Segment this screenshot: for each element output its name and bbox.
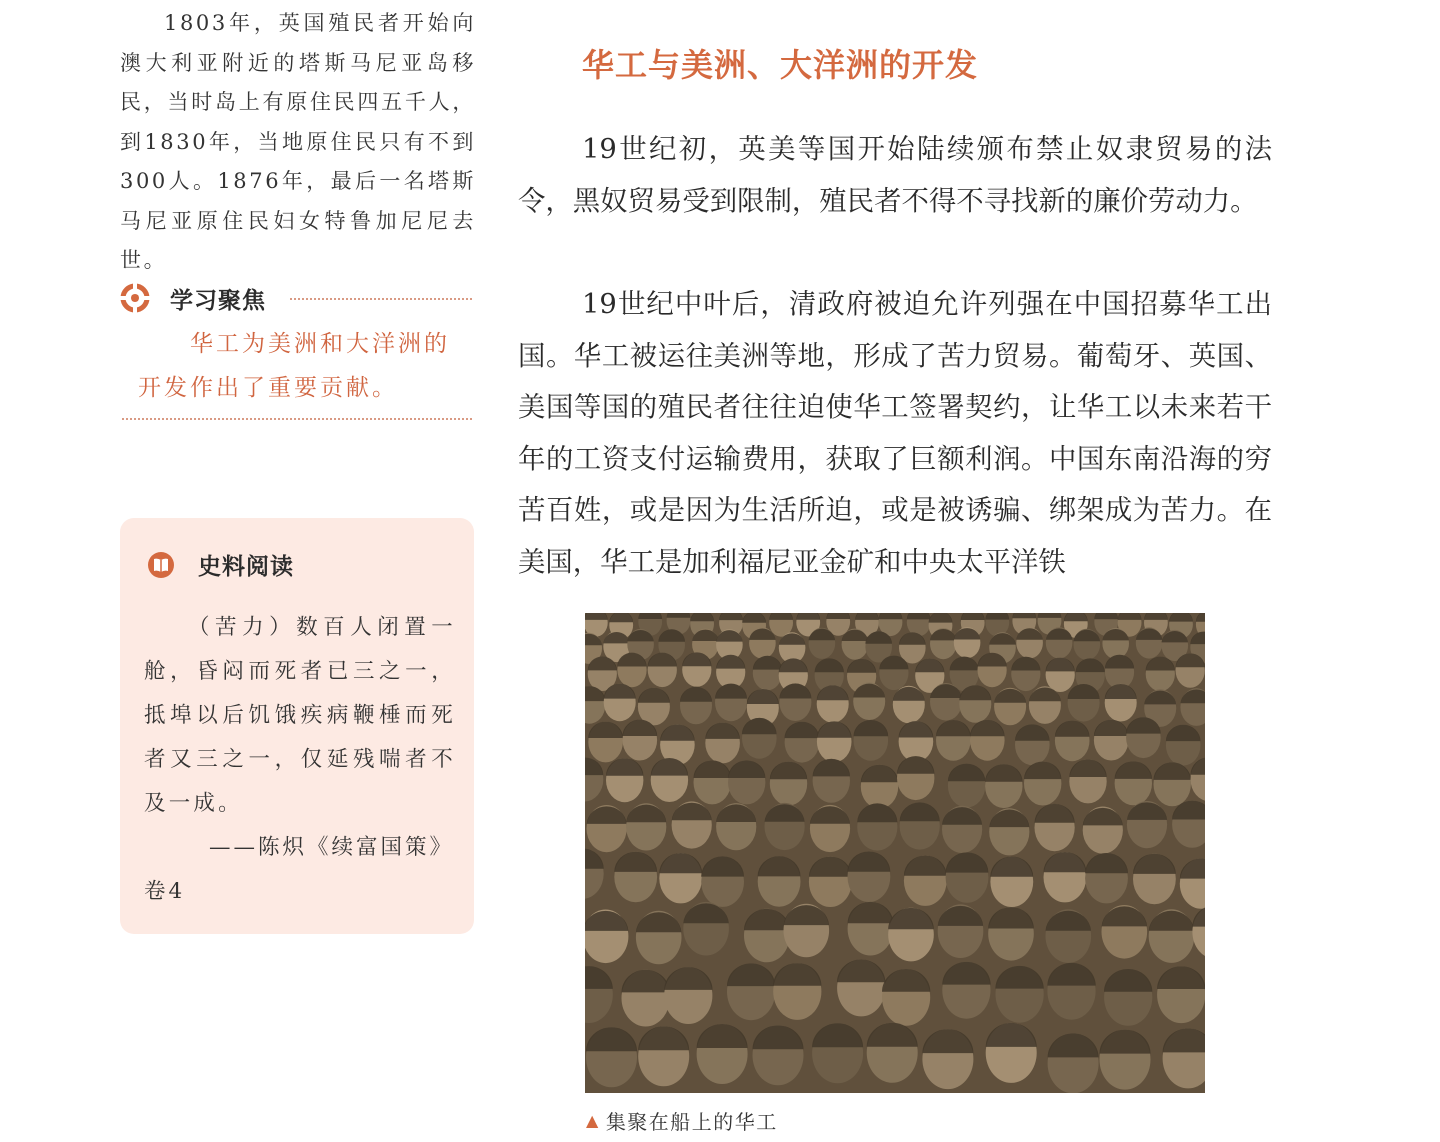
- study-focus-text: 华工为美洲和大洋洲的开发作出了重要贡献。: [138, 331, 450, 401]
- citation-volume: 卷4: [144, 879, 186, 904]
- dotted-divider: [290, 298, 472, 300]
- photo-caption: [586, 1106, 778, 1135]
- historical-photo: [585, 613, 1205, 1093]
- source-reading-title: 史料阅读: [198, 554, 294, 580]
- source-quote: （苦力）数百人闭置一舱，昏闷而死者已三之一，抵埠以后饥饿疾病鞭棰而死者又三之一，仅延残喘者不及一成。: [144, 615, 456, 816]
- study-focus-header: [120, 278, 472, 318]
- source-reading-box: [120, 518, 474, 934]
- triangle-icon: ▲: [586, 1111, 600, 1130]
- focus-target-icon: [120, 283, 150, 313]
- photo-caption-text: 集聚在船上的华工: [605, 1110, 778, 1134]
- source-citation: [144, 826, 456, 914]
- crowd-photo-illustration: [585, 613, 1205, 1093]
- citation-author: ——陈炽《续富国策》: [208, 835, 454, 860]
- study-focus-title: 学习聚焦: [170, 287, 266, 314]
- book-icon: [146, 550, 176, 580]
- source-reading-header: [146, 548, 294, 581]
- paragraph-2: 19世纪中叶后，清政府被迫允许列强在中国招募华工出国。华工被运往美洲等地，形成了苦力贸易。葡萄牙、英国、美国等国的殖民者往往迫使华工签署契约，让华工以未来若干年的工资支付运输费用，获取了巨额利润。中国东南沿海的穷苦百姓，或是因为生活所迫，或是被诱骗、绑架成为苦力。在美国，华工是加利福尼亚金矿和中央太平洋铁: [518, 289, 1272, 578]
- dotted-divider-bottom: [122, 418, 472, 420]
- paragraph-1: 19世纪初，英美等国开始陆续颁布禁止奴隶贸易的法令，黑奴贸易受到限制，殖民者不得不寻找新的廉价劳动力。: [518, 134, 1272, 217]
- side-note: 1803年，英国殖民者开始向澳大利亚附近的塔斯马尼亚岛移民，当时岛上有原住民四五千人，到1830年，当地原住民只有不到300人。1876年，最后一名塔斯马尼亚原住民妇女特鲁加尼尼去世。: [120, 11, 476, 272]
- section-title: 华工与美洲、大洋洲的开发: [582, 46, 979, 84]
